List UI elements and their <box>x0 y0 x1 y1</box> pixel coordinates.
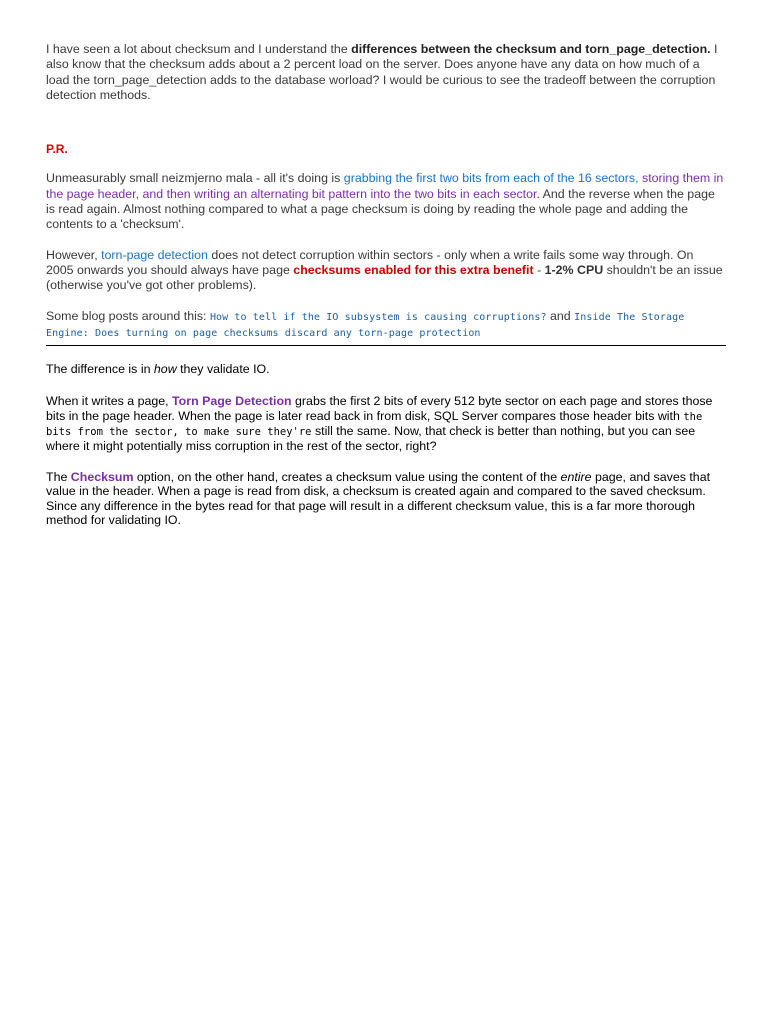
body-paragraph-2 <box>46 394 724 453</box>
answer-p3-text-2: and <box>546 308 575 323</box>
answer-p2-text-4: shouldn't be an issue (otherwise you've got other problems). <box>46 262 723 293</box>
body-p3-text-2: option, on the other hand, creates a checksum value using the content of the <box>133 470 561 485</box>
checksum-term: Checksum <box>70 470 134 485</box>
answer-p2-text-1: However, <box>46 247 102 262</box>
answer-p1-text-2: , <box>635 171 643 186</box>
body-p2-text-3: still the same. Now, that check is better than nothing, but you can see where it might potentially miss corruption in the rest of the sector, right? <box>46 423 696 454</box>
link-io-subsystem-corruptions[interactable]: How to tell if the IO subsystem is causing corruptions? <box>209 311 547 323</box>
torn-page-detection-term: Torn Page Detection <box>172 394 292 409</box>
answer-p2-text-3: - <box>533 262 545 277</box>
question-paragraph <box>46 42 724 103</box>
checksums-benefit-emphasis: checksums enabled for this extra benefit <box>293 262 534 277</box>
body-p1-italic: how <box>153 362 177 377</box>
body-p3-text-1: The <box>46 470 71 485</box>
body-p3-italic: entire <box>560 470 592 485</box>
body-paragraph-1 <box>46 362 724 377</box>
body-p2-text-1: When it writes a page, <box>46 394 173 409</box>
answer-p1-text-3: . And the reverse when the page is read again. Almost nothing compared to what a page checksum is doing by reading the whole page and adding the contents to a 'checksum'. <box>46 186 715 232</box>
answer-author: P.R. <box>46 142 68 157</box>
link-storing-bits[interactable]: storing them in the page header, and then writing an alternating bit pattern into the two bits in each sector <box>46 171 724 201</box>
body-paragraph-3 <box>46 470 724 527</box>
answer-paragraph-2 <box>46 248 724 294</box>
body-p1-text-2: they validate IO. <box>176 362 270 377</box>
body-p1-text-1: The difference is in <box>46 362 154 377</box>
section-divider <box>46 345 726 346</box>
answer-p1-text-1: Unmeasurably small neizmjerno mala - all it's doing is <box>46 171 344 186</box>
question-text-1: I have seen a lot about checksum and I understand the <box>46 42 352 56</box>
link-grabbing-bits[interactable]: grabbing the first two bits from each of the 16 sectors <box>343 171 636 186</box>
body-p3-text-3: page, and saves that value in the header. When a page is read from disk, a checksum is created again and compared to the saved checksum. Since any difference in the bytes read for that page will result in a different checksum value, this is a far more thorough method for validating IO. <box>46 470 711 527</box>
question-emphasis: differences between the checksum and torn_page_detection. <box>351 42 711 56</box>
cpu-cost-emphasis: 1-2% CPU <box>544 262 604 277</box>
answer-p3-text-1: Some blog posts around this: <box>46 308 210 323</box>
question-text-2: I also know that the checksum adds about a 2 percent load on the server. Does anyone have any data on how much of a load the torn_page_detection adds to the database worload? I would be curious to see the tradeoff between the corruption detection methods. <box>46 42 718 102</box>
answer-p2-text-2: does not detect corruption within sectors - only when a write fails some way through. On 2005 onwards you should always have page <box>46 247 694 277</box>
answer-paragraph-3 <box>46 309 724 342</box>
body-p2-mono-text: the bits from the sector, to make sure they're <box>46 410 703 438</box>
body-p2-text-2: grabs the first 2 bits of every 512 byte sector on each page and stores those bits in the page header. When the page is later read back in from disk, SQL Server compares those header bits with <box>46 394 713 423</box>
link-inside-storage-engine[interactable]: Inside The Storage Engine: Does turning on page checksums discard any torn-page protection <box>46 311 685 339</box>
answer-paragraph-1 <box>46 171 724 232</box>
link-torn-page-detection[interactable]: torn-page detection <box>101 247 208 262</box>
